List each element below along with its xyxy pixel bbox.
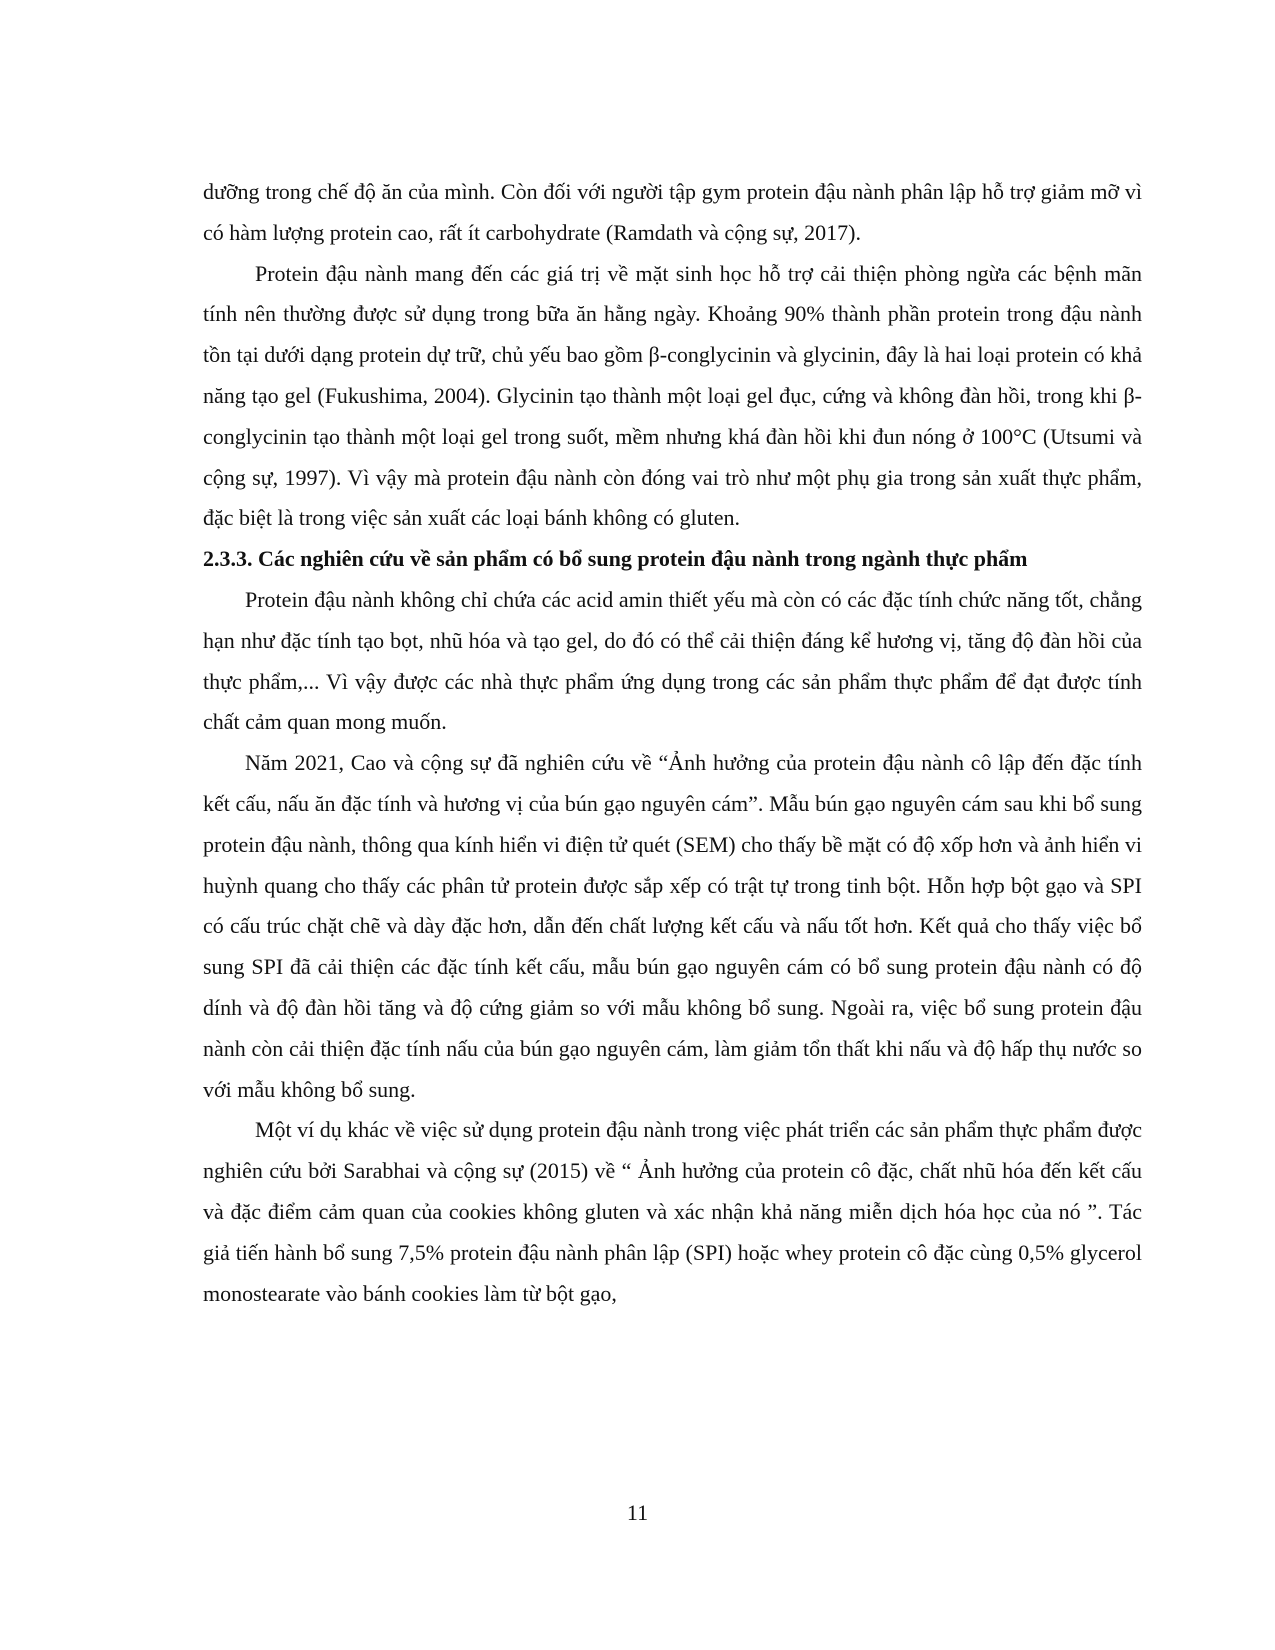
paragraph-3: Protein đậu nành không chỉ chứa các acid amin thiết yếu mà còn có các đặc tính chức năng tốt, chẳng hạn như đặc tính tạo bọt, nhũ hóa và tạo gel, do đó có thể cải thiện đáng kể hương vị, tăng độ đàn hồi của thực phẩm,... Vì vậy được các nhà thực phẩm ứng dụng trong các sản phẩm thực phẩm để đạt được tính chất cảm quan mong muốn.	[203, 586, 1142, 735]
paragraph-5: Một ví dụ khác về việc sử dụng protein đậu nành trong việc phát triển các sản phẩm thực phẩm được nghiên cứu bởi Sarabhai và cộng sự (2015) về “ Ảnh hưởng của protein cô đặc, chất nhũ hóa đến kết cấu và đặc điểm cảm quan của cookies không gluten và xác nhận khả năng miễn dịch hóa học của nó ”. Tác giả tiến hành bổ sung 7,5% protein đậu nành phân lập (SPI) hoặc whey protein cô đặc cùng 0,5% glycerol monostearate vào bánh cookies làm từ bột gạo,	[203, 1117, 1142, 1306]
paragraph-4: Năm 2021, Cao và cộng sự đã nghiên cứu về “Ảnh hưởng của protein đậu nành cô lập đến đặc tính kết cấu, nấu ăn đặc tính và hương vị của bún gạo nguyên cám”. Mẫu bún gạo nguyên cám sau khi bổ sung protein đậu nành, thông qua kính hiển vi điện tử quét (SEM) cho thấy bề mặt có độ xốp hơn và ảnh hiển vi huỳnh quang cho thấy các phân tử protein được sắp xếp có trật tự trong tinh bột. Hỗn hợp bột gạo và SPI có cấu trúc chặt chẽ và dày đặc hơn, dẫn đến chất lượng kết cấu và nấu tốt hơn. Kết quả cho thấy việc bổ sung SPI đã cải thiện các đặc tính kết cấu, mẫu bún gạo nguyên cám có bổ sung protein đậu nành có độ dính và độ đàn hồi tăng và độ cứng giảm so với mẫu không bổ sung. Ngoài ra, việc bổ sung protein đậu nành còn cải thiện đặc tính nấu của bún gạo nguyên cám, làm giảm tổn thất khi nấu và độ hấp thụ nước so với mẫu không bổ sung.	[203, 750, 1142, 1102]
paragraph-1: dưỡng trong chế độ ăn của mình. Còn đối với người tập gym protein đậu nành phân lập hỗ trợ giảm mỡ vì có hàm lượng protein cao, rất ít carbohydrate (Ramdath và cộng sự, 2017).	[203, 179, 1142, 245]
paragraph-2: Protein đậu nành mang đến các giá trị về mặt sinh học hỗ trợ cải thiện phòng ngừa các bệnh mãn tính nên thường được sử dụng trong bữa ăn hằng ngày. Khoảng 90% thành phần protein trong đậu nành tồn tại dưới dạng protein dự trữ, chủ yếu bao gồm β-conglycinin và glycinin, đây là hai loại protein có khả năng tạo gel (Fukushima, 2004). Glycinin tạo thành một loại gel đục, cứng và không đàn hồi, trong khi β-conglycinin tạo thành một loại gel trong suốt, mềm nhưng khá đàn hồi khi đun nóng ở 100°C (Utsumi và cộng sự, 1997). Vì vậy mà protein đậu nành còn đóng vai trò như một phụ gia trong sản xuất thực phẩm, đặc biệt là trong việc sản xuất các loại bánh không có gluten.	[203, 260, 1142, 531]
page-number: 11	[626, 1500, 649, 1525]
body-text	[203, 172, 1142, 1314]
section-heading: 2.3.3. Các nghiên cứu về sản phẩm có bổ sung protein đậu nành trong ngành thực phẩm	[203, 546, 1028, 572]
